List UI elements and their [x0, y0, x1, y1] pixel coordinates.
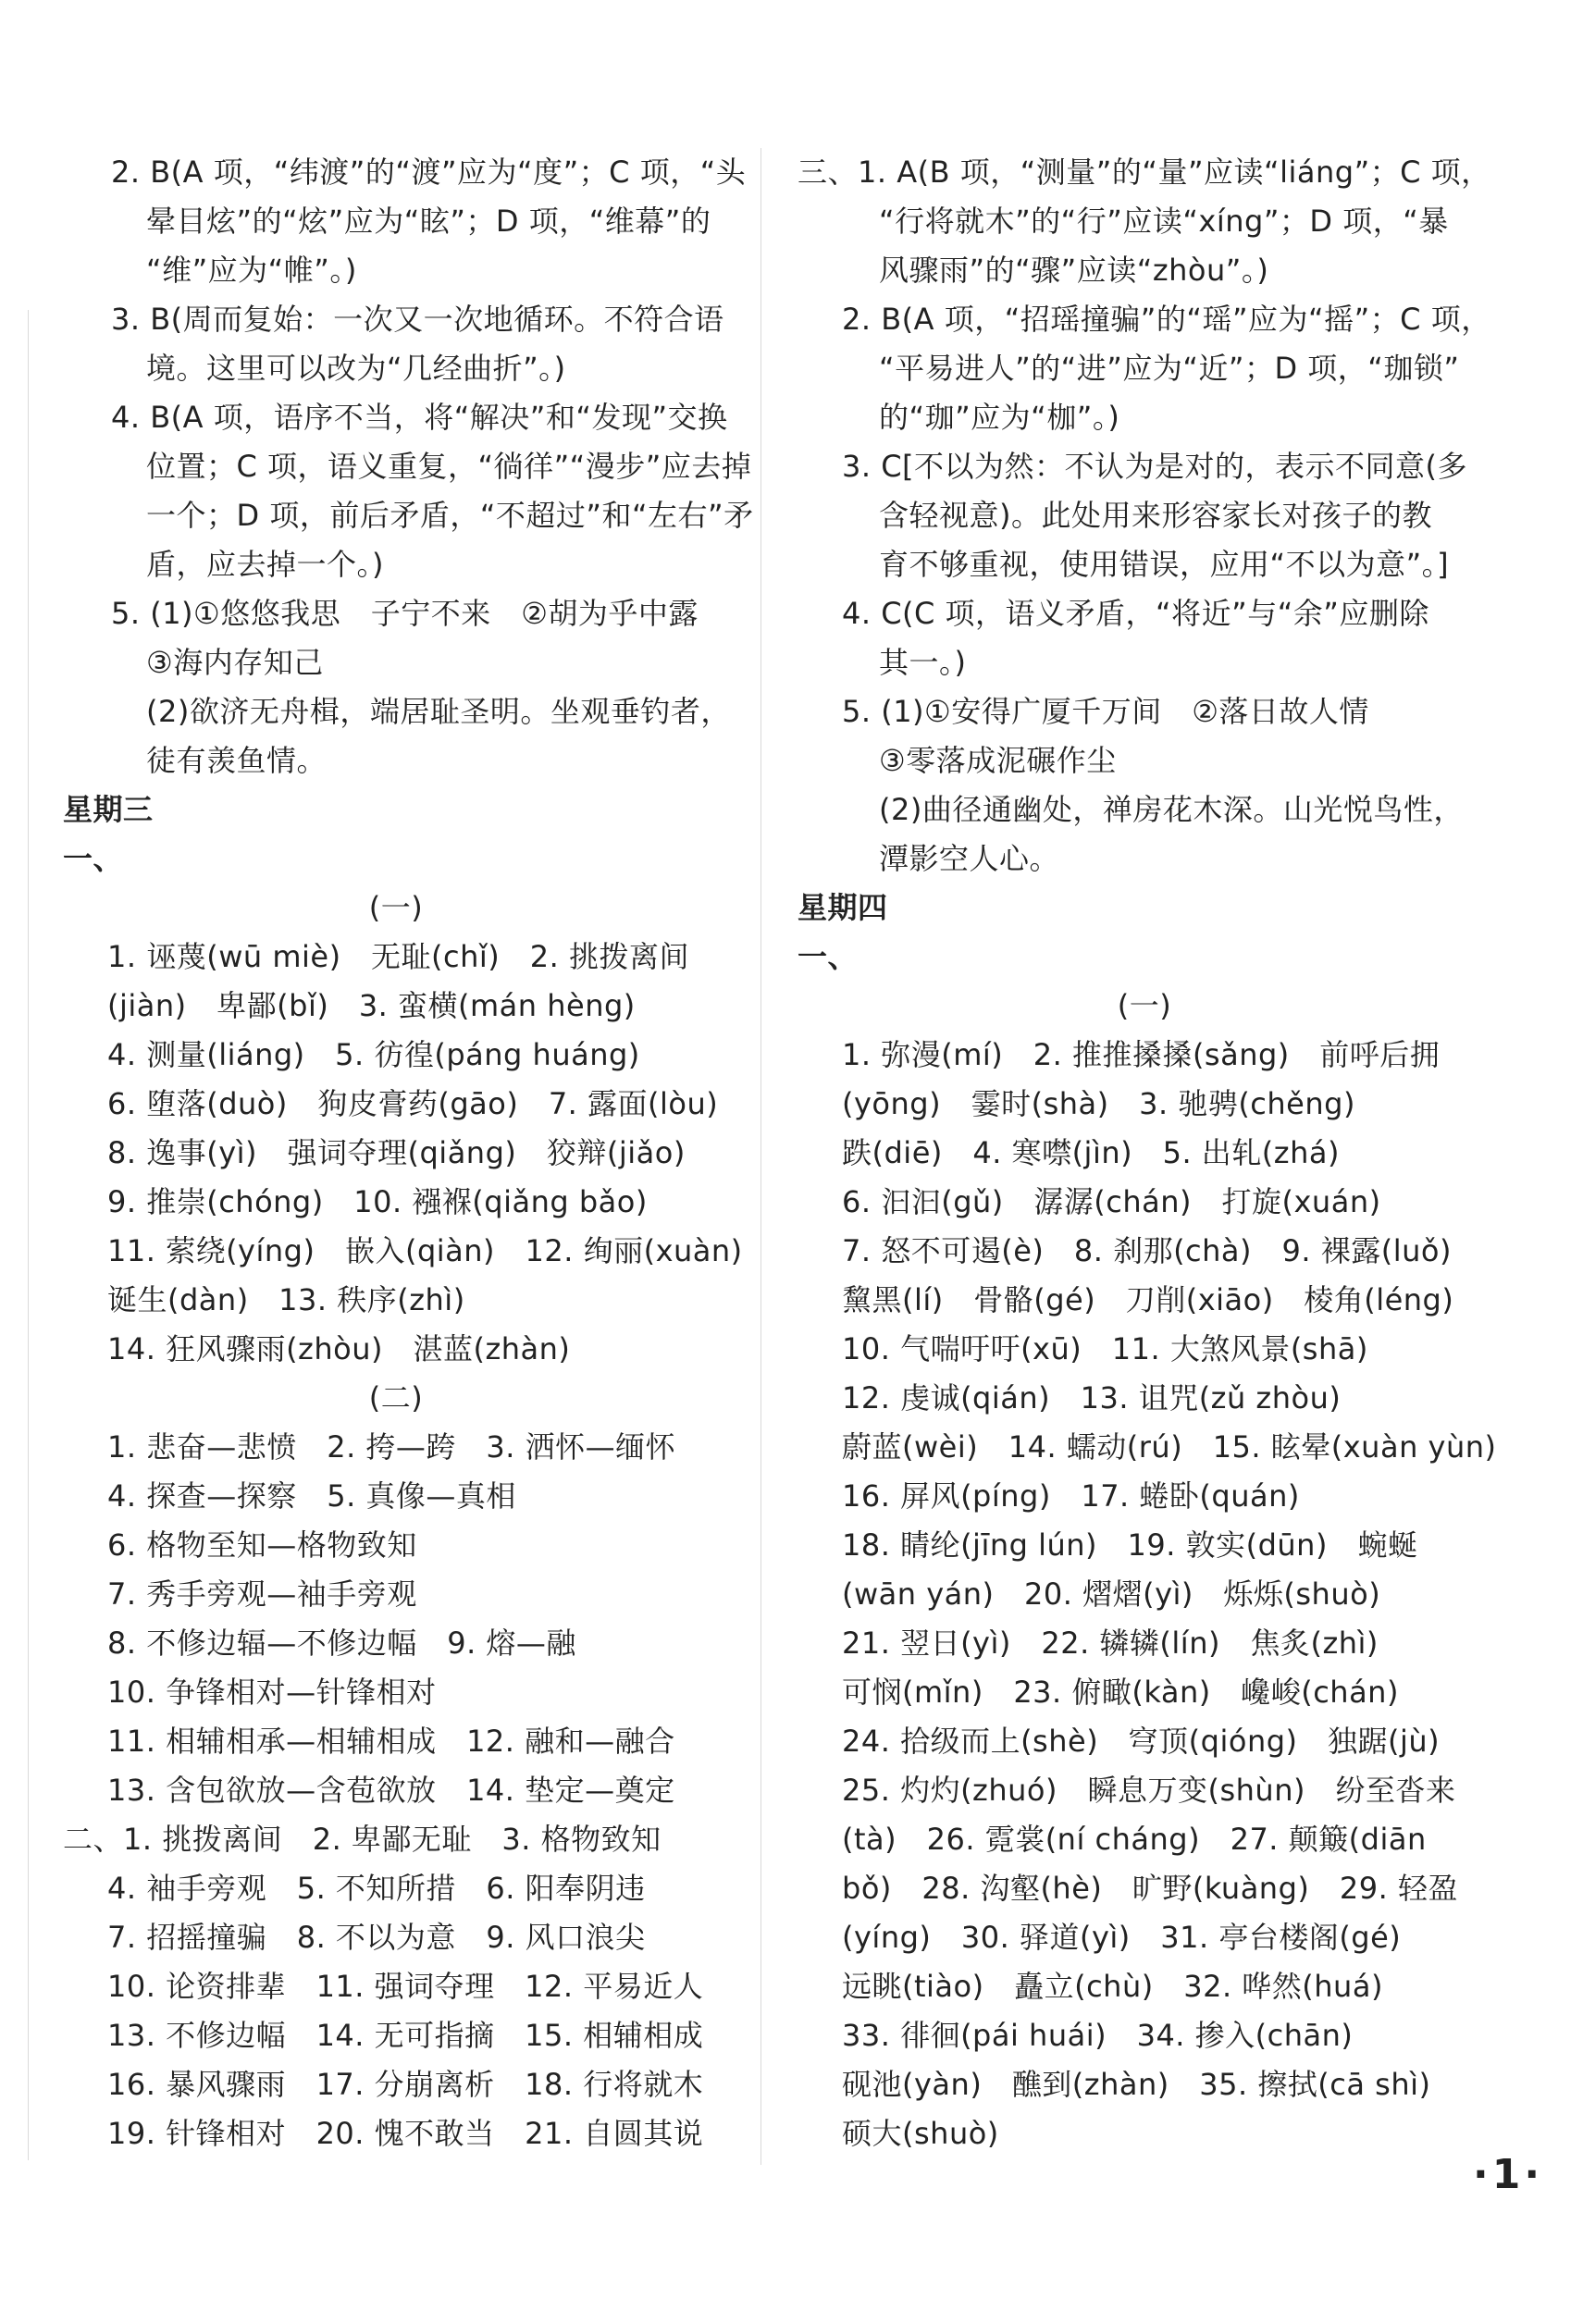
- text-line: 徒有羡鱼情。: [146, 743, 328, 778]
- section-heading: 星期三: [63, 792, 154, 827]
- text-line: 10. 论资排辈 11. 强词夺理 12. 平易近人: [107, 1969, 704, 2004]
- text-line: 8. 不修边辐—不修边幅 9. 熔—融: [107, 1626, 576, 1661]
- page-number: ·1·: [1473, 2151, 1544, 2198]
- section-heading: 一、: [798, 939, 859, 974]
- text-line: (wān yán) 20. 熠熠(yì) 烁烁(shuò): [842, 1576, 1381, 1612]
- text-line: 6. 格物至知—格物致知: [107, 1527, 417, 1563]
- text-line: 6. 堕落(duò) 狗皮膏药(gāo) 7. 露面(lòu): [107, 1086, 719, 1121]
- text-line: 5. (1)①悠悠我思 子宁不来 ②胡为乎中露: [111, 596, 699, 631]
- text-line: (2)欲济无舟楫，端居耻圣明。坐观垂钓者，: [146, 694, 731, 729]
- text-line: 10. 气喘吁吁(xū) 11. 大煞风景(shā): [842, 1331, 1368, 1366]
- text-line: (jiàn) 卑鄙(bǐ) 3. 蛮横(mán hèng): [107, 988, 636, 1023]
- column-divider-left-margin: [28, 310, 29, 2160]
- text-line: 3. B(周而复始：一次又一次地循环。不符合语: [111, 302, 724, 337]
- text-line: (tà) 26. 霓裳(ní cháng) 27. 颠簸(diān: [842, 1822, 1427, 1857]
- text-line: 4. C(C 项，语义矛盾，“将近”与“余”应删除: [842, 596, 1429, 631]
- text-line: 24. 拾级而上(shè) 穹顶(qióng) 独踞(jù): [842, 1724, 1441, 1759]
- text-line: ③海内存知己: [146, 645, 324, 680]
- text-line: 远眺(tiào) 矗立(chù) 32. 哗然(huá): [842, 1969, 1383, 2004]
- text-line: bǒ) 28. 沟壑(hè) 旷野(kuàng) 29. 轻盈: [842, 1871, 1458, 1906]
- text-line: 13. 不修边幅 14. 无可指摘 15. 相辅相成: [107, 2018, 704, 2053]
- text-line: 1. 诬蔑(wū miè) 无耻(chǐ) 2. 挑拨离间: [107, 939, 689, 974]
- text-line: 4. 测量(liáng) 5. 彷徨(páng huáng): [107, 1037, 640, 1072]
- text-line: 3. C[不以为然：不认为是对的，表示不同意(多: [842, 449, 1468, 484]
- text-line: 三、1. A(B 项，“测量”的“量”应读“liáng”；C 项，: [798, 155, 1491, 190]
- subsection-label: (二): [368, 1380, 424, 1415]
- text-line: 诞生(dàn) 13. 秩序(zhì): [107, 1282, 465, 1317]
- text-line: 9. 推崇(chóng) 10. 襁褓(qiǎng bǎo): [107, 1184, 648, 1219]
- text-line: 位置；C 项，语义重复，“徜徉”“漫步”应去掉: [146, 449, 752, 484]
- text-line: 2. B(A 项，“招瑶撞骗”的“瑶”应为“摇”；C 项，: [842, 302, 1491, 337]
- text-line: 7. 秀手旁观—袖手旁观: [107, 1576, 417, 1612]
- text-line: 1. 弥漫(mí) 2. 推推搡搡(sǎng) 前呼后拥: [842, 1037, 1441, 1072]
- text-line: 黧黑(lí) 骨骼(gé) 刀削(xiāo) 棱角(léng): [842, 1282, 1454, 1317]
- text-line: 跌(diē) 4. 寒噤(jìn) 5. 出轧(zhá): [842, 1135, 1340, 1170]
- text-line: “维”应为“帷”。): [146, 253, 357, 288]
- section-heading: 一、: [63, 841, 124, 876]
- text-line: (yíng) 30. 驿道(yì) 31. 亭台楼阁(gé): [842, 1920, 1402, 1955]
- text-line: 12. 虔诚(qián) 13. 诅咒(zǔ zhòu): [842, 1380, 1342, 1415]
- text-line: 7. 怒不可遏(è) 8. 刹那(chà) 9. 裸露(luǒ): [842, 1233, 1452, 1268]
- text-line: 5. (1)①安得广厦千万间 ②落日故人情: [842, 694, 1369, 729]
- text-line: 2. B(A 项，“纬渡”的“渡”应为“度”；C 项，“头: [111, 155, 747, 190]
- text-line: 16. 暴风骤雨 17. 分崩离析 18. 行将就木: [107, 2067, 704, 2102]
- text-line: 晕目炫”的“炫”应为“眩”；D 项，“维幕”的: [146, 204, 711, 239]
- text-line: 二、1. 挑拨离间 2. 卑鄙无耻 3. 格物致知: [63, 1822, 662, 1857]
- text-line: “行将就木”的“行”应读“xíng”；D 项，“暴: [879, 204, 1449, 239]
- text-line: 16. 屏风(píng) 17. 蜷卧(quán): [842, 1478, 1300, 1514]
- text-line: “平易进人”的“进”应为“近”；D 项，“珈锁”: [879, 351, 1460, 386]
- text-line: 潭影空人心。: [879, 841, 1060, 876]
- text-line: 的“珈”应为“枷”。): [879, 400, 1120, 435]
- text-line: 13. 含包欲放—含苞欲放 14. 垫定—奠定: [107, 1773, 675, 1808]
- text-line: 可悯(mǐn) 23. 俯瞰(kàn) 巉峻(chán): [842, 1675, 1399, 1710]
- text-line: 含轻视意)。此处用来形容家长对孩子的教: [879, 498, 1432, 533]
- text-line: 一个；D 项，前后矛盾，“不超过”和“左右”矛: [146, 498, 754, 533]
- text-line: 境。这里可以改为“几经曲折”。): [146, 351, 566, 386]
- text-line: 风骤雨”的“骤”应读“zhòu”。): [879, 253, 1269, 288]
- text-line: 10. 争锋相对—针锋相对: [107, 1675, 437, 1710]
- text-line: (yōng) 霎时(shà) 3. 驰骋(chěng): [842, 1086, 1355, 1121]
- text-line: (2)曲径通幽处，禅房花木深。山光悦鸟性，: [879, 792, 1464, 827]
- text-line: 25. 灼灼(zhuó) 瞬息万变(shùn) 纷至沓来: [842, 1773, 1456, 1808]
- text-line: 8. 逸事(yì) 强词夺理(qiǎng) 狡辩(jiǎo): [107, 1135, 686, 1170]
- text-line: 1. 悲奋—悲愤 2. 挎—跨 3. 洒怀—缅怀: [107, 1429, 676, 1465]
- text-line: 11. 萦绕(yíng) 嵌入(qiàn) 12. 绚丽(xuàn): [107, 1233, 743, 1268]
- text-line: 硕大(shuò): [842, 2116, 999, 2151]
- text-line: 4. 探查—探察 5. 真像—真相: [107, 1478, 516, 1514]
- text-line: 4. B(A 项，语序不当，将“解决”和“发现”交换: [111, 400, 728, 435]
- text-line: 33. 徘徊(pái huái) 34. 掺入(chān): [842, 2018, 1354, 2053]
- text-line: 砚池(yàn) 醮到(zhàn) 35. 擦拭(cā shì): [842, 2067, 1431, 2102]
- text-line: 14. 狂风骤雨(zhòu) 湛蓝(zhàn): [107, 1331, 571, 1366]
- text-line: 育不够重视，使用错误，应用“不以为意”。]: [879, 547, 1450, 582]
- text-line: 6. 汩汩(gǔ) 潺潺(chán) 打旋(xuán): [842, 1184, 1381, 1219]
- text-line: 19. 针锋相对 20. 愧不敢当 21. 自圆其说: [107, 2116, 704, 2151]
- text-line: 盾，应去掉一个。): [146, 547, 384, 582]
- text-line: 21. 翌日(yì) 22. 辚辚(lín) 焦炙(zhì): [842, 1626, 1379, 1661]
- text-line: 蔚蓝(wèi) 14. 蠕动(rú) 15. 眩晕(xuàn yùn): [842, 1429, 1497, 1465]
- subsection-label: (一): [1117, 988, 1172, 1023]
- text-line: 7. 招摇撞骗 8. 不以为意 9. 风口浪尖: [107, 1920, 646, 1955]
- text-line: 11. 相辅相承—相辅相成 12. 融和—融合: [107, 1724, 675, 1759]
- text-line: ③零落成泥碾作尘: [879, 743, 1117, 778]
- text-line: 其一。): [879, 645, 967, 680]
- subsection-label: (一): [368, 890, 424, 925]
- text-line: 18. 睛纶(jīng lún) 19. 敦实(dūn) 蜿蜒: [842, 1527, 1418, 1563]
- section-heading: 星期四: [798, 890, 888, 925]
- text-line: 4. 袖手旁观 5. 不知所措 6. 阳奉阴违: [107, 1871, 646, 1906]
